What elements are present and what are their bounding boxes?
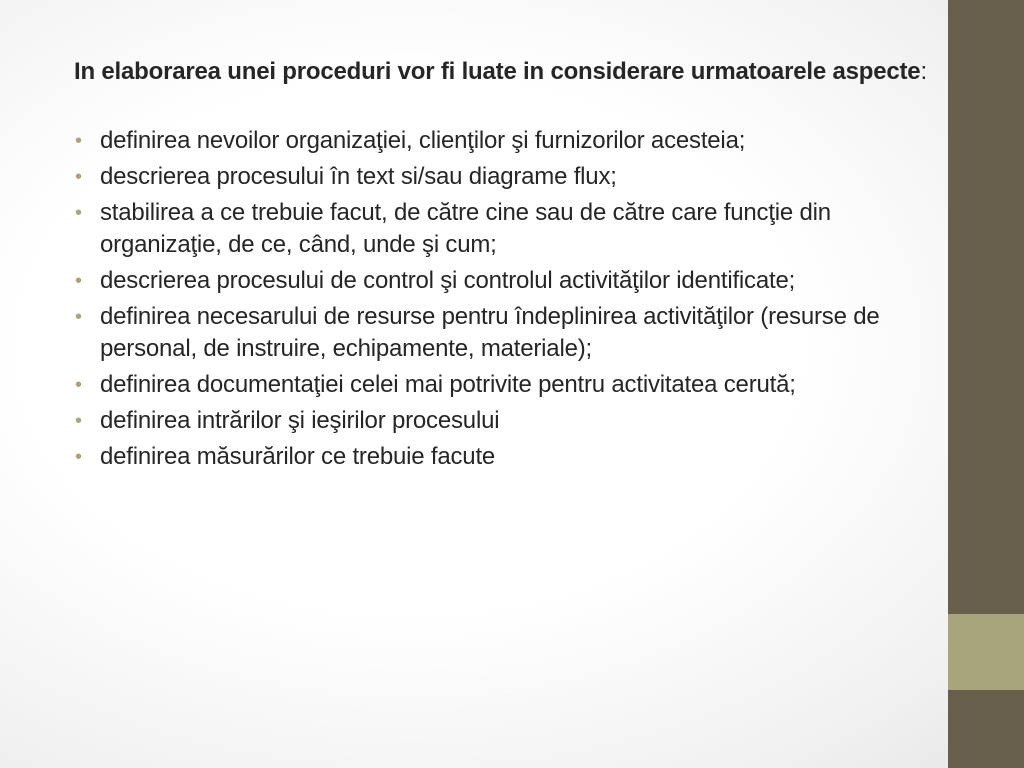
slide-content	[74, 56, 954, 477]
side-accent-block	[948, 614, 1024, 690]
bullet-item	[74, 405, 954, 437]
bullet-dot-icon: •	[75, 166, 82, 188]
bullet-dot-icon: •	[75, 130, 82, 152]
bullet-dot-icon: •	[75, 306, 82, 328]
bullet-list	[74, 125, 954, 473]
bullet-text: descrierea procesului de control şi controlul activităţilor identificate;	[100, 267, 796, 294]
bullet-item	[74, 301, 954, 365]
bullet-item	[74, 197, 954, 261]
intro-heading: In elaborarea unei proceduri vor fi luate in considerare urmatoarele aspecte	[74, 58, 921, 85]
bullet-dot-icon: •	[75, 410, 82, 432]
bullet-item	[74, 441, 954, 473]
bullet-dot-icon: •	[75, 202, 82, 224]
intro-colon: :	[920, 58, 927, 85]
bullet-text: definirea nevoilor organizaţiei, clienţilor şi furnizorilor acesteia;	[100, 127, 746, 154]
bullet-item	[74, 161, 954, 193]
bullet-dot-icon: •	[75, 270, 82, 292]
bullet-text: definirea măsurărilor ce trebuie facute	[100, 443, 496, 470]
bullet-text: descrierea procesului în text si/sau diagrame flux;	[100, 163, 617, 190]
bullet-text: definirea intrărilor şi ieşirilor procesului	[100, 407, 500, 434]
bullet-dot-icon: •	[75, 446, 82, 468]
bullet-item	[74, 265, 954, 297]
intro-paragraph	[74, 56, 954, 87]
bullet-dot-icon: •	[75, 374, 82, 396]
bullet-item	[74, 125, 954, 157]
bullet-text: definirea necesarului de resurse pentru îndeplinirea activităţilor (resurse de personal, de instruire, echipamente, materiale);	[100, 303, 880, 362]
bullet-text: definirea documentaţiei celei mai potrivite pentru activitatea cerută;	[100, 371, 796, 398]
bullet-text: stabilirea a ce trebuie facut, de către cine sau de către care funcţie din organizaţie, de ce, când, unde şi cum;	[100, 199, 831, 258]
bullet-item	[74, 369, 954, 401]
